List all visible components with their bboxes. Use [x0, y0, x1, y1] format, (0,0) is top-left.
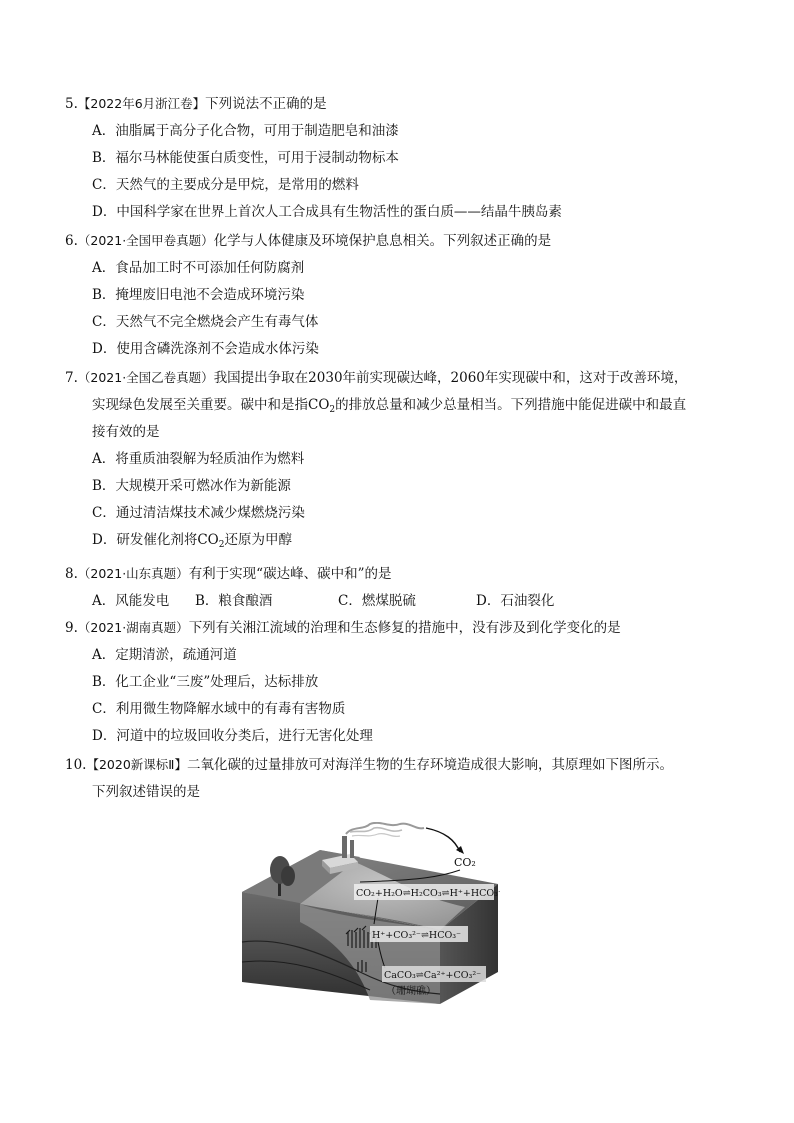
question-source: （2021·湖南真题）	[77, 620, 189, 635]
question-5	[65, 90, 730, 226]
option-b: B．大规模开采可燃冰作为新能源	[92, 478, 291, 494]
question-8	[65, 560, 730, 615]
equation-2: H⁺+CO₃²⁻⇌HCO₃⁻	[372, 930, 462, 941]
question-9	[65, 614, 730, 750]
question-stem: 10.【2020新课标Ⅱ】二氧化碳的过量排放可对海洋生物的生存环境造成很大影响，其原理如下图所示。	[65, 757, 673, 773]
question-7	[65, 364, 730, 554]
option-d: D．研发催化剂将$CO_2$还原为甲醇	[92, 532, 292, 550]
question-source: 【2022年6月浙江卷】	[77, 96, 206, 111]
question-stem: 9.（2021·湖南真题）下列有关湘江流域的治理和生态修复的措施中，没有涉及到化学变化的是	[65, 620, 621, 636]
question-source: （2021·全国乙卷真题）	[77, 370, 214, 385]
co2-label: CO₂	[454, 856, 476, 869]
smoke-icon	[346, 823, 424, 837]
option-c: C．燃煤脱硫	[338, 593, 416, 609]
ocean-co2-figure	[240, 822, 500, 1004]
option-d: D．使用含磷洗涤剂不会造成水体污染	[92, 341, 319, 357]
ocean-diagram	[240, 822, 500, 1004]
question-stem-line-3: 接有效的是	[92, 424, 160, 440]
option-b: B．粮食酿酒	[195, 593, 273, 609]
question-6	[65, 227, 730, 363]
option-a: A．将重质油裂解为轻质油作为燃料	[92, 451, 305, 467]
option-c: C．利用微生物降解水域中的有毒有害物质	[92, 701, 346, 717]
question-stem: 6.（2021·全国甲卷真题）化学与人体健康及环境保护息息相关。下列叙述正确的是	[65, 233, 552, 249]
question-source: （2021·山东真题）	[77, 566, 189, 581]
option-d: D．石油裂化	[476, 593, 555, 609]
equation-1: CO₂+H₂O⇌H₂CO₃⇌H⁺+HCO₃⁻	[356, 888, 500, 899]
option-a: A．油脂属于高分子化合物，可用于制造肥皂和油漆	[92, 123, 399, 139]
option-a: A．定期清淤，疏通河道	[92, 647, 237, 663]
coral-label: （珊瑚礁）	[386, 986, 436, 997]
question-10	[65, 751, 730, 806]
question-stem-line-2: 实现绿色发展至关重要。碳中和是指$CO_2$的排放总量和减少总量相当。下列措施中能促进碳中和最直	[92, 397, 687, 415]
question-stem: 5.【2022年6月浙江卷】下列说法不正确的是	[65, 96, 327, 112]
option-c: C．天然气的主要成分是甲烷，是常用的燃料	[92, 177, 359, 193]
option-b: B．掩埋废旧电池不会造成环境污染	[92, 287, 305, 303]
option-b: B．福尔马林能使蛋白质变性，可用于浸制动物标本	[92, 150, 399, 166]
question-stem: 7.（2021·全国乙卷真题）我国提出争取在2030年前实现碳达峰，2060年实现碳中和，这对于改善环境，	[65, 370, 688, 386]
options-row	[65, 588, 730, 615]
option-d: D．河道中的垃圾回收分类后，进行无害化处理	[92, 728, 373, 744]
question-stem-line-2: 下列叙述错误的是	[92, 784, 200, 800]
question-source: 【2020新课标Ⅱ】	[86, 757, 187, 772]
option-a: A．风能发电	[92, 593, 170, 609]
arrow-icon	[426, 828, 460, 852]
question-source: （2021·全国甲卷真题）	[77, 233, 214, 248]
option-a: A．食品加工时不可添加任何防腐剂	[92, 260, 305, 276]
question-stem: 8.（2021·山东真题）有利于实现“碳达峰、碳中和”的是	[65, 566, 392, 582]
option-b: B．化工企业“三废”处理后，达标排放	[92, 674, 319, 690]
option-d: D．中国科学家在世界上首次人工合成具有生物活性的蛋白质——结晶牛胰岛素	[92, 204, 562, 220]
option-c: C．天然气不完全燃烧会产生有毒气体	[92, 314, 319, 330]
equation-3: CaCO₃⇌Ca²⁺+CO₃²⁻	[384, 970, 482, 981]
option-c: C．通过清洁煤技术减少煤燃烧污染	[92, 505, 305, 521]
